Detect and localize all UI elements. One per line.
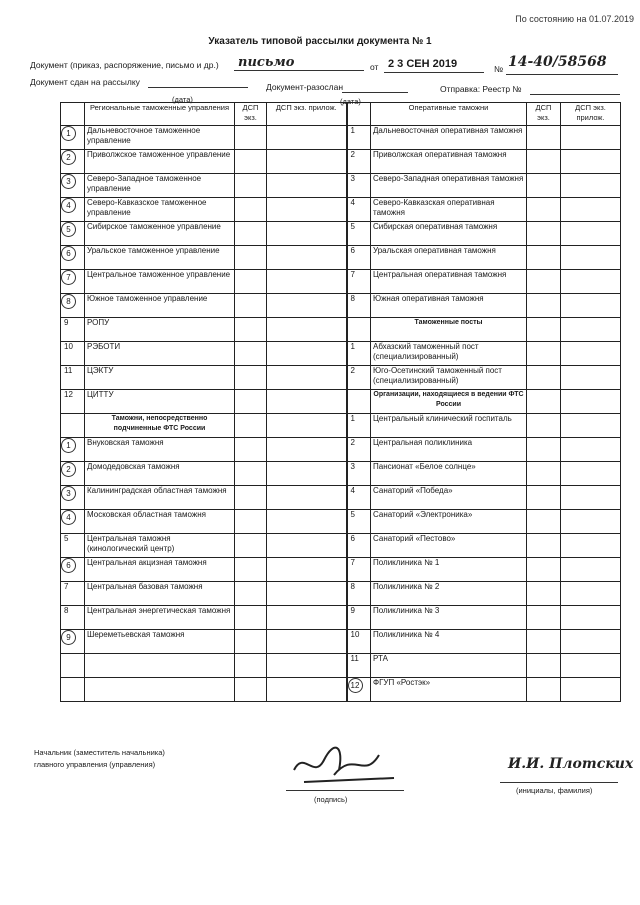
right-dsp-cell — [527, 390, 561, 414]
left-dsp-app-cell — [267, 126, 347, 150]
left-dsp-cell — [235, 654, 267, 678]
left-org-name: Южное таможенное управление — [85, 294, 235, 318]
left-dsp-cell — [235, 198, 267, 222]
table-row — [61, 390, 621, 414]
left-dsp-app-cell — [267, 414, 347, 438]
left-row-number — [61, 438, 85, 462]
left-dsp-app-cell — [267, 390, 347, 414]
right-org-name: Поликлиника № 2 — [371, 582, 527, 606]
left-row-number — [61, 222, 85, 246]
right-dsp-cell — [527, 582, 561, 606]
right-dsp-app-cell — [561, 126, 621, 150]
signature-caption: (подпись) — [314, 795, 348, 804]
right-dsp-cell — [527, 270, 561, 294]
left-row-number — [61, 294, 85, 318]
right-org-name: ФГУП «Ростэк» — [371, 678, 527, 702]
right-org-name: Центральная поликлиника — [371, 438, 527, 462]
right-dsp-cell — [527, 366, 561, 390]
circled-number: 2 — [61, 150, 76, 165]
right-org-name: Поликлиника № 1 — [371, 558, 527, 582]
left-dsp-app-cell — [267, 222, 347, 246]
dispatch-label: Отправка: Реестр № — [440, 84, 522, 94]
right-dsp-cell — [527, 606, 561, 630]
doc-num-label: № — [494, 64, 504, 74]
table-row — [61, 270, 621, 294]
right-row-number: 11 — [347, 654, 371, 678]
right-dsp-app-cell — [561, 270, 621, 294]
right-dsp-app-cell — [561, 390, 621, 414]
table-row — [61, 198, 621, 222]
right-row-number: 7 — [347, 558, 371, 582]
doc-number-value: 14-40/58568 — [508, 54, 607, 70]
right-dsp-cell — [527, 174, 561, 198]
left-dsp-app-cell — [267, 150, 347, 174]
right-org-name: РТА — [371, 654, 527, 678]
left-dsp-app-cell — [267, 534, 347, 558]
left-org-name: Калининградская областная таможня — [85, 486, 235, 510]
left-dsp-cell — [235, 534, 267, 558]
left-dsp-cell — [235, 126, 267, 150]
table-row — [61, 318, 621, 342]
left-dsp-cell — [235, 558, 267, 582]
right-dsp-app-cell — [561, 630, 621, 654]
right-org-name: Санаторий «Победа» — [371, 486, 527, 510]
header-dsp: ДСП экз. — [235, 103, 267, 126]
right-dsp-app-cell — [561, 342, 621, 366]
left-dsp-app-cell — [267, 366, 347, 390]
right-row-number: 6 — [347, 246, 371, 270]
left-row-number: 8 — [61, 606, 85, 630]
left-dsp-app-cell — [267, 606, 347, 630]
left-dsp-cell — [235, 462, 267, 486]
left-dsp-app-cell — [267, 438, 347, 462]
left-row-number — [61, 174, 85, 198]
table-row — [61, 126, 621, 150]
left-dsp-cell — [235, 510, 267, 534]
circled-number: 5 — [61, 222, 76, 237]
left-org-name: Центральная акцизная таможня — [85, 558, 235, 582]
right-dsp-cell — [527, 294, 561, 318]
circled-number: 4 — [61, 198, 76, 213]
table-row — [61, 366, 621, 390]
left-org-name: Московская областная таможня — [85, 510, 235, 534]
right-org-name: Пансионат «Белое солнце» — [371, 462, 527, 486]
left-org-name: Северо-Западное таможенное управление — [85, 174, 235, 198]
sent-by-label: Документ-разослан — [266, 82, 344, 92]
circled-number: 3 — [61, 486, 76, 501]
right-row-number: 2 — [347, 438, 371, 462]
left-dsp-app-cell — [267, 318, 347, 342]
sent-label: Документ сдан на рассылку — [30, 77, 140, 87]
right-dsp-cell — [527, 126, 561, 150]
chief-title-line-1: Начальник (заместитель начальника) — [34, 748, 165, 757]
initials-value: И.И. Плотских — [508, 756, 634, 772]
right-row-number: 5 — [347, 222, 371, 246]
left-dsp-cell — [235, 438, 267, 462]
left-dsp-cell — [235, 678, 267, 702]
doc-date-stamp: 2 3 СЕН 2019 — [388, 58, 458, 70]
left-dsp-cell — [235, 174, 267, 198]
table-row — [61, 486, 621, 510]
right-dsp-app-cell — [561, 534, 621, 558]
left-dsp-cell — [235, 414, 267, 438]
left-section-heading: Таможни, непосредственно подчиненные ФТС России — [85, 414, 235, 438]
left-org-name: ЦЭКТУ — [85, 366, 235, 390]
right-row-number — [347, 678, 371, 702]
left-dsp-cell — [235, 294, 267, 318]
table-row — [61, 678, 621, 702]
signature-image — [284, 740, 404, 790]
left-row-number — [61, 270, 85, 294]
left-row-number — [61, 246, 85, 270]
right-dsp-cell — [527, 342, 561, 366]
doc-type-value: письмо — [238, 55, 295, 70]
right-dsp-cell — [527, 462, 561, 486]
table-row — [61, 222, 621, 246]
left-org-name: Приволжское таможенное управление — [85, 150, 235, 174]
circled-number: 2 — [61, 462, 76, 477]
right-org-name: Центральный клинический госпиталь — [371, 414, 527, 438]
left-row-number — [61, 126, 85, 150]
left-row-number — [61, 510, 85, 534]
circled-number: 1 — [61, 438, 76, 453]
right-dsp-cell — [527, 558, 561, 582]
circled-number: 1 — [61, 126, 76, 141]
right-dsp-app-cell — [561, 366, 621, 390]
table-row — [61, 174, 621, 198]
left-dsp-cell — [235, 630, 267, 654]
left-org-name: Центральная энергетическая таможня — [85, 606, 235, 630]
table-row — [61, 654, 621, 678]
right-org-name: Дальневосточная оперативная таможня — [371, 126, 527, 150]
right-dsp-cell — [527, 486, 561, 510]
left-dsp-app-cell — [267, 174, 347, 198]
right-dsp-app-cell — [561, 558, 621, 582]
right-row-number: 4 — [347, 198, 371, 222]
right-row-number: 8 — [347, 582, 371, 606]
right-dsp-app-cell — [561, 294, 621, 318]
left-row-number — [61, 654, 85, 678]
left-row-number — [61, 198, 85, 222]
right-dsp-cell — [527, 414, 561, 438]
left-org-name: РЭБОТИ — [85, 342, 235, 366]
right-dsp-app-cell — [561, 654, 621, 678]
right-dsp-app-cell — [561, 174, 621, 198]
left-org-name: Шереметьевская таможня — [85, 630, 235, 654]
right-dsp-cell — [527, 654, 561, 678]
right-org-name: Абхазский таможенный пост (специализированный) — [371, 342, 527, 366]
right-org-name: Поликлиника № 3 — [371, 606, 527, 630]
left-dsp-cell — [235, 342, 267, 366]
left-dsp-app-cell — [267, 510, 347, 534]
chief-title-line-2: главного управления (управления) — [34, 760, 156, 769]
left-org-name — [85, 654, 235, 678]
right-row-number: 2 — [347, 150, 371, 174]
right-row-number: 1 — [347, 126, 371, 150]
right-dsp-app-cell — [561, 510, 621, 534]
right-row-number: 9 — [347, 606, 371, 630]
left-org-name: Сибирское таможенное управление — [85, 222, 235, 246]
left-dsp-app-cell — [267, 198, 347, 222]
table-row — [61, 294, 621, 318]
left-org-name: ЦИТТУ — [85, 390, 235, 414]
left-row-number — [61, 678, 85, 702]
right-org-name: Северо-Кавказская оперативная таможня — [371, 198, 527, 222]
circled-number: 8 — [61, 294, 76, 309]
table-row — [61, 510, 621, 534]
left-dsp-app-cell — [267, 558, 347, 582]
left-row-number — [61, 630, 85, 654]
left-org-name: Центральная таможня (кинологический центр) — [85, 534, 235, 558]
right-row-number: 1 — [347, 342, 371, 366]
right-dsp-app-cell — [561, 150, 621, 174]
left-dsp-app-cell — [267, 462, 347, 486]
left-dsp-cell — [235, 222, 267, 246]
right-dsp-app-cell — [561, 246, 621, 270]
right-org-name: Санаторий «Электроника» — [371, 510, 527, 534]
left-dsp-cell — [235, 270, 267, 294]
date-caption-1: (дата) — [172, 95, 193, 104]
circled-number: 3 — [61, 174, 76, 189]
right-dsp-app-cell — [561, 414, 621, 438]
left-row-number: 11 — [61, 366, 85, 390]
left-dsp-app-cell — [267, 270, 347, 294]
right-row-number: 8 — [347, 294, 371, 318]
right-org-name: Центральная оперативная таможня — [371, 270, 527, 294]
right-row-number: 7 — [347, 270, 371, 294]
left-dsp-app-cell — [267, 294, 347, 318]
left-row-number — [61, 486, 85, 510]
right-row-number — [347, 318, 371, 342]
right-row-number: 4 — [347, 486, 371, 510]
left-dsp-cell — [235, 606, 267, 630]
left-org-name: Центральная базовая таможня — [85, 582, 235, 606]
table-row — [61, 462, 621, 486]
left-row-number — [61, 462, 85, 486]
header-dsp-app: ДСП экз. прилож. — [267, 103, 347, 126]
right-org-name: Санаторий «Пестово» — [371, 534, 527, 558]
left-dsp-app-cell — [267, 246, 347, 270]
left-row-number: 10 — [61, 342, 85, 366]
right-row-number: 3 — [347, 174, 371, 198]
right-dsp-app-cell — [561, 582, 621, 606]
right-org-name: Южная оперативная таможня — [371, 294, 527, 318]
circled-number: 12 — [348, 678, 363, 693]
right-dsp-cell — [527, 678, 561, 702]
table-row — [61, 246, 621, 270]
table-row — [61, 534, 621, 558]
table-row — [61, 606, 621, 630]
right-row-number: 10 — [347, 630, 371, 654]
circled-number: 6 — [61, 246, 76, 261]
right-org-name: Северо-Западная оперативная таможня — [371, 174, 527, 198]
left-dsp-app-cell — [267, 486, 347, 510]
left-org-name: Домодедовская таможня — [85, 462, 235, 486]
table-row — [61, 438, 621, 462]
distribution-table — [60, 102, 621, 702]
header-dsp-app-right: ДСП экз. прилож. — [561, 103, 621, 126]
left-org-name: Центральное таможенное управление — [85, 270, 235, 294]
right-org-name: Уральская оперативная таможня — [371, 246, 527, 270]
table-row — [61, 630, 621, 654]
left-dsp-app-cell — [267, 630, 347, 654]
left-dsp-cell — [235, 486, 267, 510]
right-dsp-app-cell — [561, 222, 621, 246]
table-row — [61, 414, 621, 438]
right-org-name: Поликлиника № 4 — [371, 630, 527, 654]
circled-number: 7 — [61, 270, 76, 285]
right-dsp-app-cell — [561, 678, 621, 702]
right-row-number: 3 — [347, 462, 371, 486]
right-dsp-app-cell — [561, 486, 621, 510]
header-regional: Региональные таможенные управления — [85, 103, 235, 126]
table-row — [61, 558, 621, 582]
right-dsp-cell — [527, 534, 561, 558]
right-dsp-app-cell — [561, 318, 621, 342]
right-section-heading: Таможенные посты — [371, 318, 527, 342]
initials-caption: (инициалы, фамилия) — [516, 786, 593, 795]
left-row-number — [61, 414, 85, 438]
right-dsp-cell — [527, 222, 561, 246]
table-row — [61, 150, 621, 174]
table-header-row — [61, 103, 621, 126]
doc-from-label: от — [370, 62, 379, 72]
left-dsp-cell — [235, 366, 267, 390]
right-dsp-cell — [527, 150, 561, 174]
left-org-name: РОПУ — [85, 318, 235, 342]
right-dsp-app-cell — [561, 198, 621, 222]
right-org-name: Юго-Осетинский таможенный пост (специализированный) — [371, 366, 527, 390]
right-section-heading: Организации, находящиеся в ведении ФТС России — [371, 390, 527, 414]
status-date-stamp: По состоянию на 01.07.2019 — [515, 14, 634, 24]
left-dsp-app-cell — [267, 678, 347, 702]
right-dsp-app-cell — [561, 462, 621, 486]
date-caption-2: (дата) — [340, 97, 361, 106]
doc-type-label: Документ (приказ, распоряжение, письмо и др.) — [30, 60, 219, 70]
table-row — [61, 342, 621, 366]
left-dsp-cell — [235, 150, 267, 174]
left-dsp-app-cell — [267, 654, 347, 678]
circled-number: 4 — [61, 510, 76, 525]
left-row-number — [61, 150, 85, 174]
left-dsp-app-cell — [267, 582, 347, 606]
doc-line — [30, 60, 219, 70]
left-org-name: Внуковская таможня — [85, 438, 235, 462]
right-dsp-cell — [527, 630, 561, 654]
right-dsp-cell — [527, 438, 561, 462]
header-dsp-right: ДСП экз. — [527, 103, 561, 126]
right-dsp-app-cell — [561, 438, 621, 462]
left-row-number: 12 — [61, 390, 85, 414]
page-title: Указатель типовой рассылки документа № 1 — [208, 36, 432, 47]
right-row-number: 6 — [347, 534, 371, 558]
header-operational: Оперативные таможни — [371, 103, 527, 126]
left-dsp-cell — [235, 582, 267, 606]
table-row — [61, 582, 621, 606]
left-row-number: 7 — [61, 582, 85, 606]
circled-number: 9 — [61, 630, 76, 645]
right-row-number: 5 — [347, 510, 371, 534]
left-row-number — [61, 558, 85, 582]
right-dsp-app-cell — [561, 606, 621, 630]
right-row-number — [347, 390, 371, 414]
right-dsp-cell — [527, 318, 561, 342]
right-dsp-cell — [527, 198, 561, 222]
right-org-name: Приволжская оперативная таможня — [371, 150, 527, 174]
circled-number: 6 — [61, 558, 76, 573]
right-org-name: Сибирская оперативная таможня — [371, 222, 527, 246]
right-dsp-cell — [527, 246, 561, 270]
left-org-name: Северо-Кавказское таможенное управление — [85, 198, 235, 222]
left-org-name: Дальневосточное таможенное управление — [85, 126, 235, 150]
left-dsp-app-cell — [267, 342, 347, 366]
left-row-number: 9 — [61, 318, 85, 342]
right-row-number: 1 — [347, 414, 371, 438]
left-row-number: 5 — [61, 534, 85, 558]
left-dsp-cell — [235, 318, 267, 342]
right-dsp-cell — [527, 510, 561, 534]
left-dsp-cell — [235, 246, 267, 270]
left-org-name: Уральское таможенное управление — [85, 246, 235, 270]
left-dsp-cell — [235, 390, 267, 414]
left-org-name — [85, 678, 235, 702]
right-row-number: 2 — [347, 366, 371, 390]
